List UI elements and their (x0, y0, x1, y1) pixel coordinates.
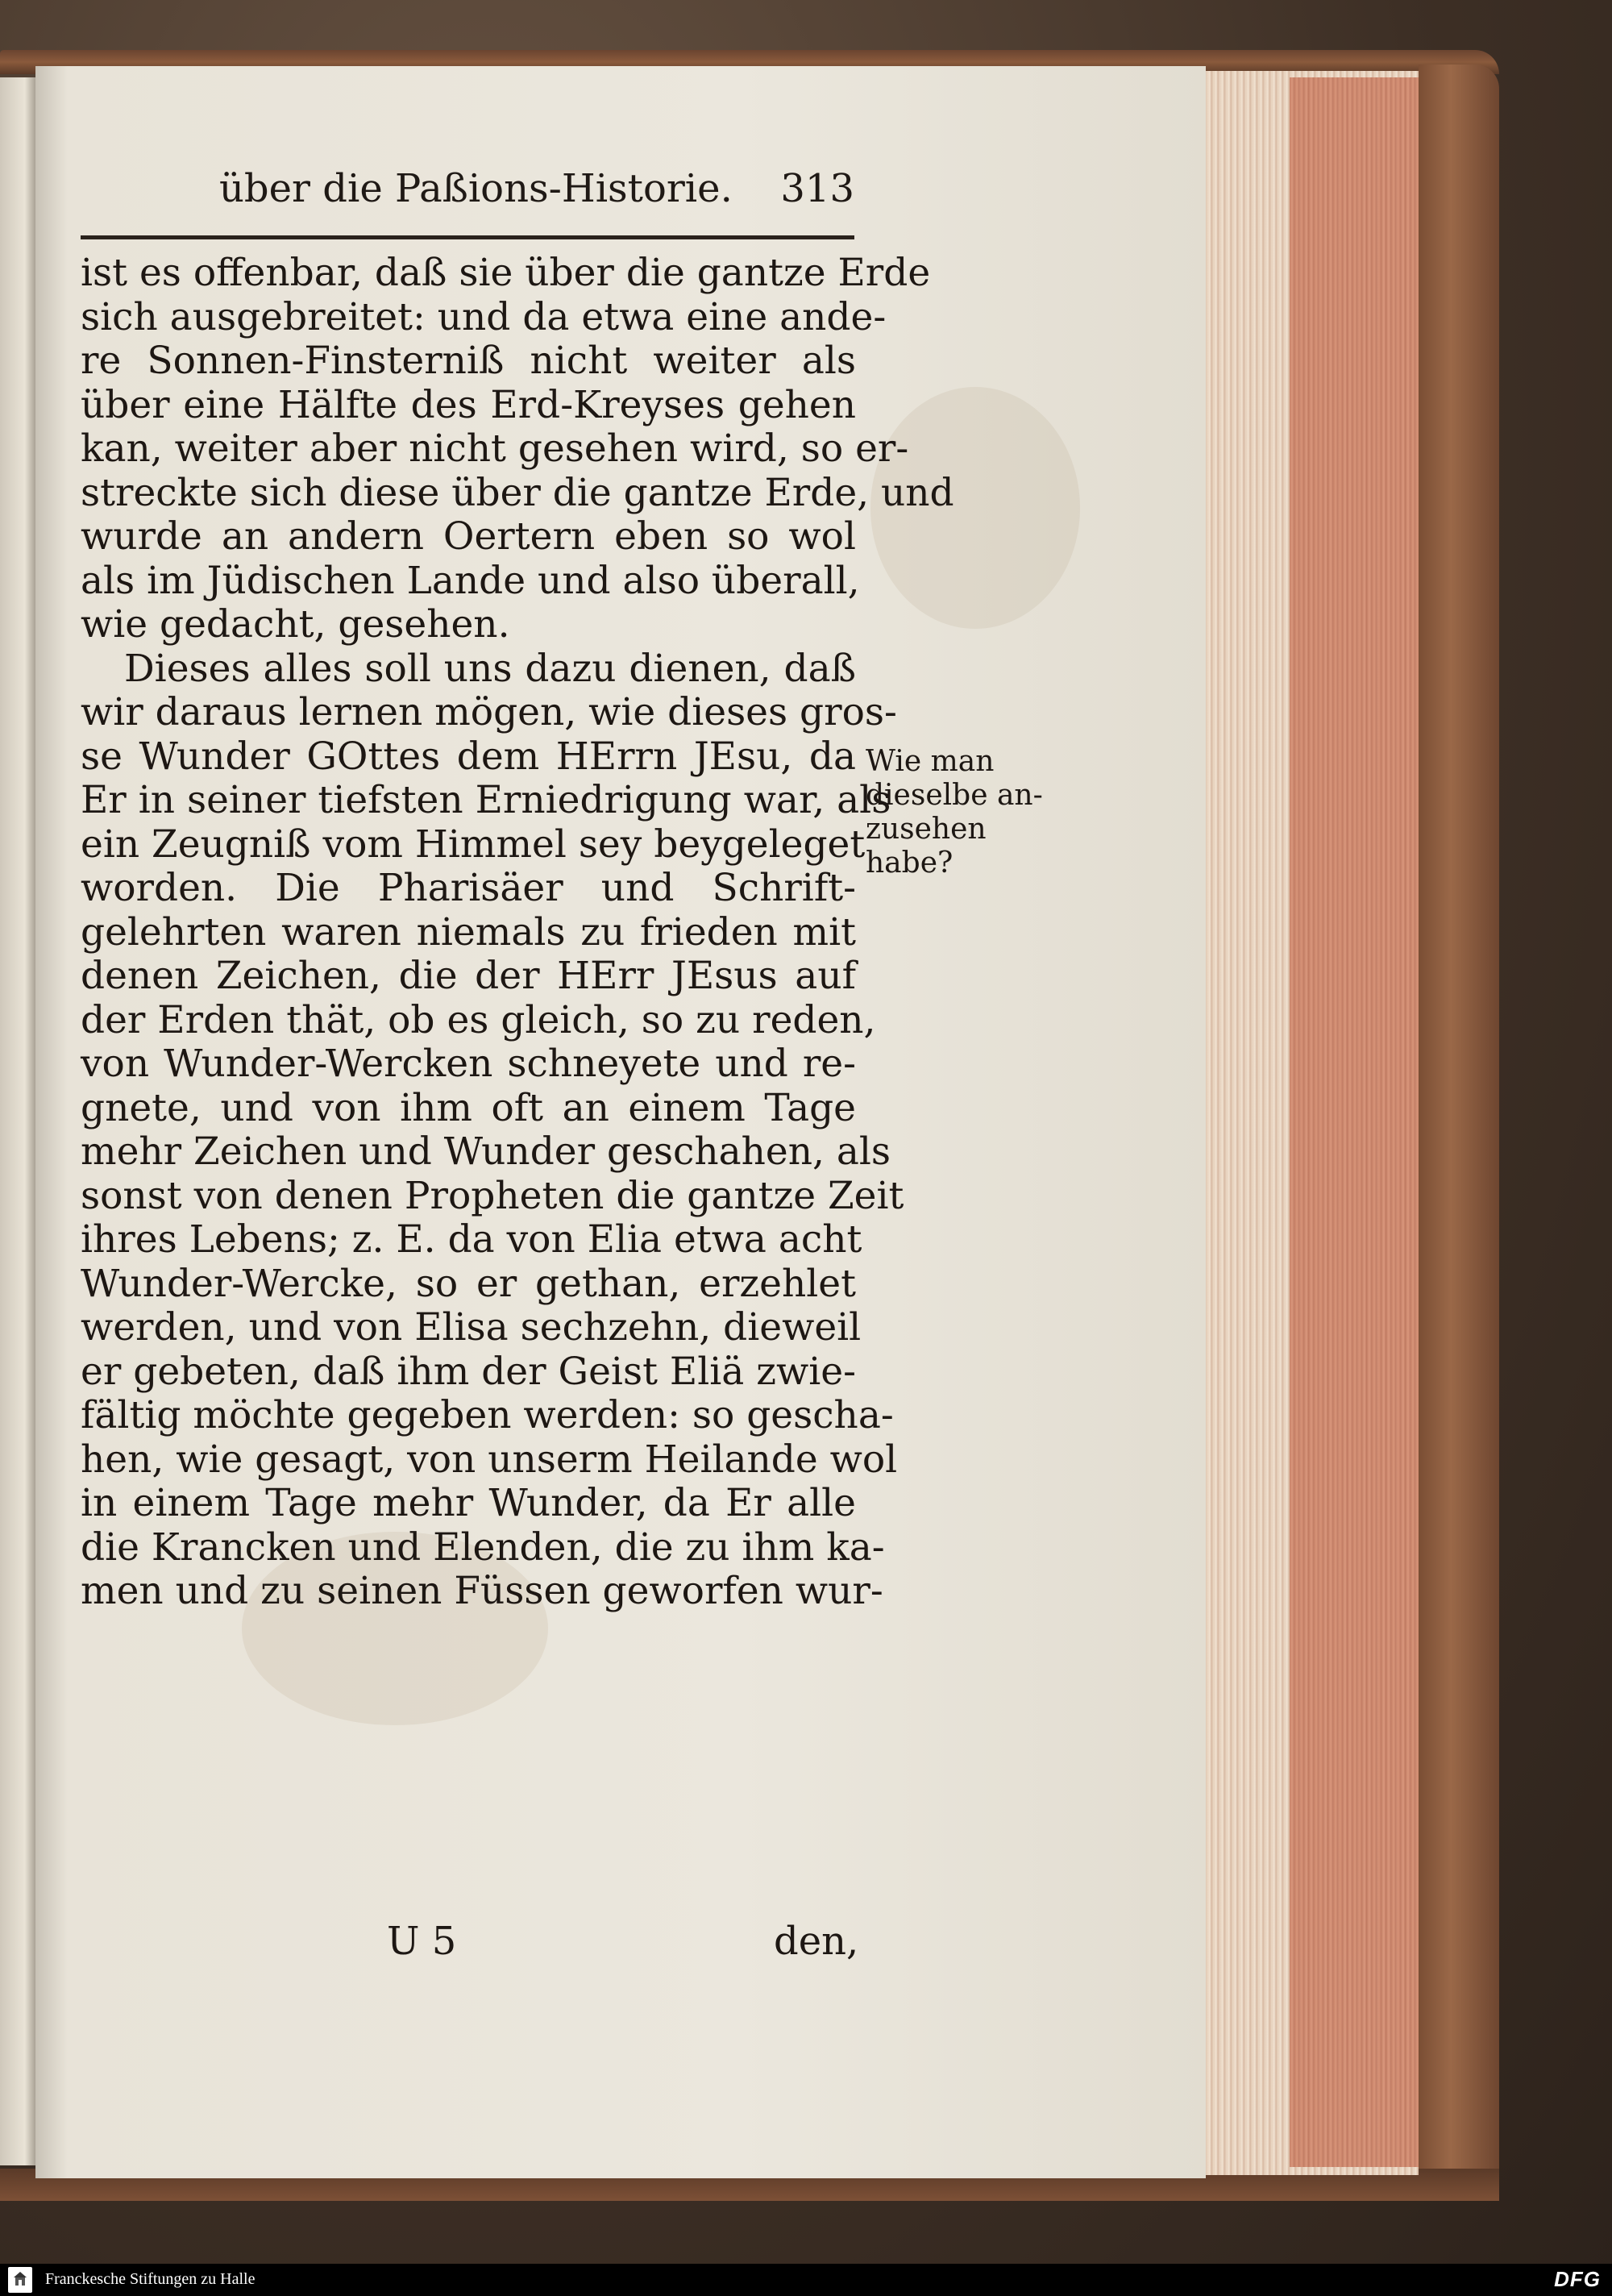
text-line: wie gedacht, gesehen. (81, 602, 510, 647)
red-page-edges (1290, 77, 1419, 2167)
page-number: 313 (780, 166, 854, 211)
marginal-line: zusehen (866, 813, 987, 846)
text-line: Dieses alles soll uns dazu dienen, daß (124, 646, 856, 691)
text-line: er gebeten, daß ihm der Geist Eliä zwie- (81, 1349, 856, 1394)
text-line: Er in seiner tiefsten Erniedrigung war, als (81, 778, 891, 822)
text-line: gnete, und von ihm oft an einem Tage (81, 1085, 856, 1130)
text-line: werden, und von Elisa sechzehn, dieweil (81, 1305, 862, 1350)
text-line: re Sonnen-Finsterniß nicht weiter als (81, 339, 856, 383)
marginal-line: dieselbe an- (866, 779, 1043, 812)
marginal-note (866, 745, 1075, 880)
text-line: gelehrten waren niemals zu frieden mit (81, 909, 856, 955)
text-line: sonst von denen Propheten die gantze Zeit (81, 1173, 904, 1218)
running-title: über die Paßions-Historie. (219, 166, 733, 211)
text-line: Wunder-Wercke, so er gethan, erzehlet (81, 1261, 856, 1306)
text-line: ihres Lebens; z. E. da von Elia etwa acht (81, 1217, 862, 1262)
header-rule (81, 235, 854, 239)
text-line: streckte sich diese über die gantze Erde, und (81, 470, 954, 515)
catchword: den, (774, 1919, 859, 1964)
book-cover-spine-edge (1419, 64, 1499, 2201)
text-line: denen Zeichen, die der HErr JEsus auf (81, 954, 856, 998)
text-line: kan, weiter aber nicht gesehen wird, so er- (81, 426, 909, 471)
dfg-logo: DFG (1554, 2267, 1601, 2291)
institution-logo-icon (8, 2267, 32, 2293)
text-line: mehr Zeichen und Wunder geschahen, als (81, 1129, 891, 1174)
text-line: hen, wie gesagt, von unserm Heilande wol (81, 1437, 898, 1482)
text-line: worden. Die Pharisäer und Schrift- (81, 866, 856, 910)
text-line: fältig möchte gegeben werden: so gescha- (81, 1393, 894, 1437)
marginal-line: habe? (866, 846, 953, 880)
running-head (81, 166, 854, 223)
text-line: sich ausgebreitet: und da etwa eine ande- (81, 294, 887, 339)
facing-page-gutter (0, 77, 35, 2165)
text-line: wurde an andern Oertern eben so wol (81, 514, 856, 559)
text-line: der Erden thät, ob es gleich, so zu reden, (81, 997, 876, 1042)
text-line: ist es offenbar, daß sie über die gantze Erde (81, 251, 931, 295)
text-line: die Krancken und Elenden, die zu ihm ka- (81, 1524, 885, 1570)
text-line: se Wunder GOttes dem HErrn JEsu, da (81, 734, 856, 779)
signature-mark: U 5 (387, 1919, 457, 1964)
text-line: men und zu seinen Füssen geworfen wur- (81, 1569, 883, 1613)
text-line: in einem Tage mehr Wunder, da Er alle (81, 1481, 856, 1525)
footer-bar (0, 2264, 1612, 2296)
text-line: wir daraus lernen mögen, wie dieses gros- (81, 690, 897, 734)
text-line: ein Zeugniß vom Himmel sey beygeleget (81, 821, 866, 867)
institution-name: Franckesche Stiftungen zu Halle (45, 2270, 256, 2288)
text-line: von Wunder-Wercken schneyete und re- (81, 1042, 856, 1086)
text-line: als im Jüdischen Lande und also überall, (81, 558, 860, 603)
text-line: über eine Hälfte des Erd-Kreyses gehen (81, 382, 856, 427)
marginal-line: Wie man (866, 745, 995, 778)
